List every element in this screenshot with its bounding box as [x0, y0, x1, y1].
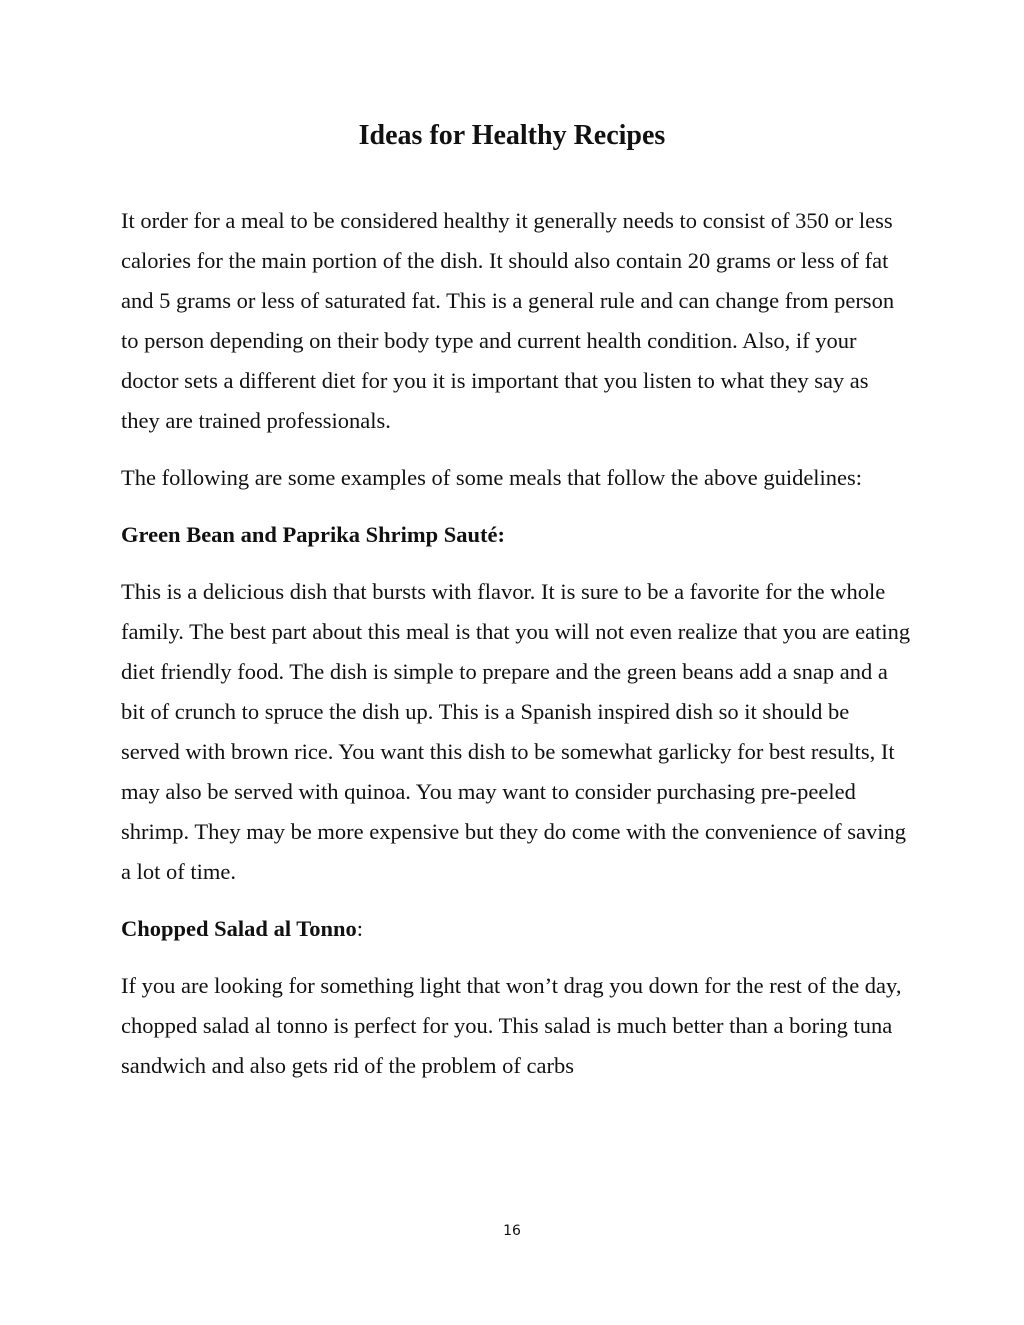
recipe-body-chopped-salad: If you are looking for something light that won’t drag you down for the rest of the day, chopped salad al tonno is perfect for you. This salad is much better than a boring tuna sandwich and also gets rid of the problem of carbs: [121, 973, 902, 1078]
examples-intro-paragraph: The following are some examples of some meals that follow the above guidelines:: [121, 465, 863, 490]
intro-paragraph: It order for a meal to be considered healthy it generally needs to consist of 350 or less calories for the main portion of the dish. It should also contain 20 grams or less of fat and 5 grams or less of saturated fat. This is a general rule and can change from person to person depending on their body type and current health condition. Also, if your doctor sets a different diet for you it is important that you listen to what they say as they are trained professionals.: [121, 208, 895, 433]
page-title: Ideas for Healthy Recipes: [358, 120, 666, 151]
page-content: [121, 201, 911, 1086]
recipe-body-green-bean: This is a delicious dish that bursts with flavor. It is sure to be a favorite for the whole family. The best part about this meal is that you will not even realize that you are eating diet friendly food. The dish is simple to prepare and the green beans add a snap and a bit of crunch to spruce the dish up. This is a Spanish inspired dish so it should be served with brown rice. You want this dish to be somewhat garlicky for best results, It may also be served with quinoa. You may want to consider purchasing pre-peeled shrimp. They may be more expensive but they do come with the convenience of saving a lot of time.: [121, 579, 911, 884]
recipe-heading-suffix: :: [356, 916, 364, 941]
recipe-heading-chopped-salad: [121, 909, 911, 949]
page-number: 16: [503, 1223, 521, 1239]
recipe-heading-green-bean: [121, 515, 911, 555]
recipe-heading-text: Green Bean and Paprika Shrimp Sauté:: [121, 522, 506, 547]
recipe-heading-text: Chopped Salad al Tonno: [121, 916, 357, 941]
